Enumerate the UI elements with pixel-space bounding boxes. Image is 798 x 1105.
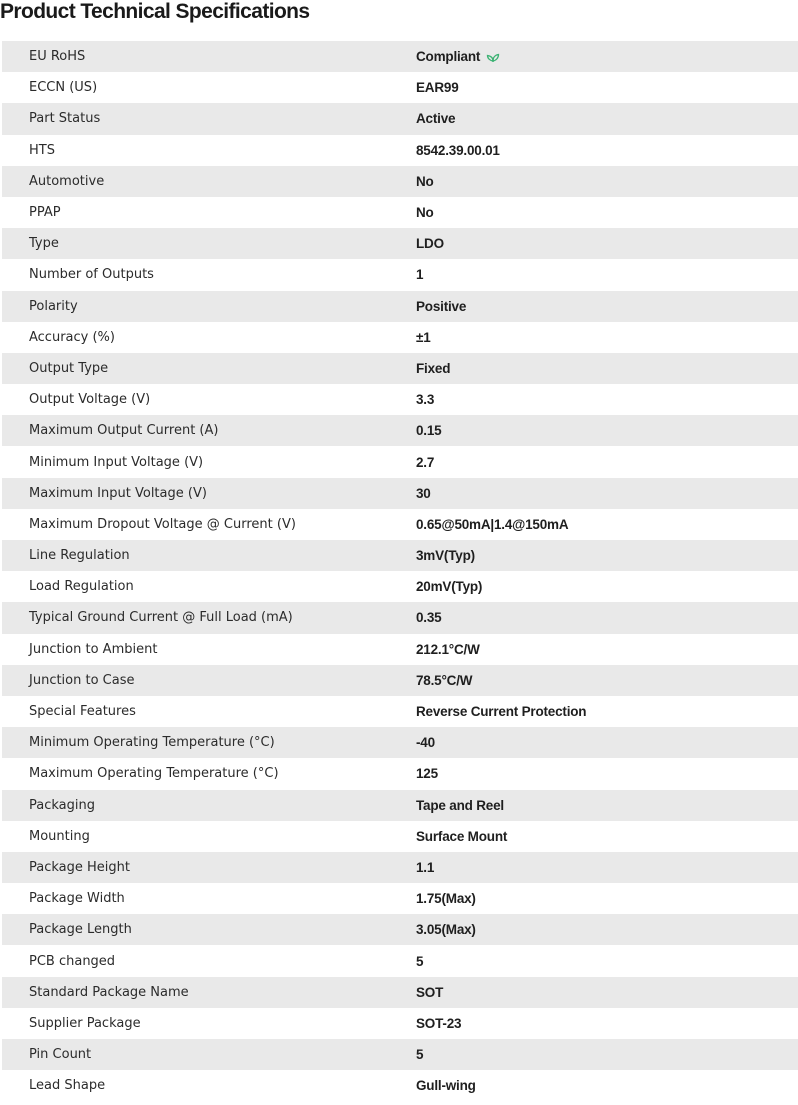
spec-label: ECCN (US)	[2, 72, 416, 103]
spec-label: Mounting	[2, 821, 416, 852]
table-row	[2, 197, 798, 228]
spec-value: Fixed	[416, 360, 451, 376]
spec-value: 125	[416, 766, 438, 782]
spec-value-cell	[416, 540, 798, 571]
spec-value-cell	[416, 727, 798, 758]
spec-value-cell	[416, 166, 798, 197]
table-row	[2, 1070, 798, 1101]
spec-value: ±1	[416, 329, 431, 345]
spec-label: Type	[2, 228, 416, 259]
spec-value-cell	[416, 228, 798, 259]
spec-value-cell	[416, 977, 798, 1008]
spec-label: Load Regulation	[2, 571, 416, 602]
spec-value-cell	[416, 72, 798, 103]
spec-label: Package Width	[2, 883, 416, 914]
table-row	[2, 72, 798, 103]
table-row	[2, 322, 798, 353]
spec-value: 78.5°C/W	[416, 672, 473, 688]
spec-value: 5	[416, 953, 424, 969]
spec-value-cell	[416, 852, 798, 883]
spec-value: EAR99	[416, 80, 459, 96]
table-row	[2, 634, 798, 665]
table-row	[2, 103, 798, 134]
table-row	[2, 478, 798, 509]
spec-label: Output Type	[2, 353, 416, 384]
spec-label: Minimum Input Voltage (V)	[2, 446, 416, 477]
spec-value: 8542.39.00.01	[416, 142, 500, 158]
spec-value: 1.75(Max)	[416, 891, 476, 907]
spec-value: Tape and Reel	[416, 797, 504, 813]
spec-value: 5	[416, 1047, 424, 1063]
spec-value-cell	[416, 1070, 798, 1101]
spec-value-cell	[416, 509, 798, 540]
spec-value: 3mV(Typ)	[416, 548, 475, 564]
spec-value: 2.7	[416, 454, 435, 470]
spec-value-cell	[416, 1008, 798, 1039]
spec-value-cell	[416, 446, 798, 477]
spec-label: Accuracy (%)	[2, 322, 416, 353]
table-row	[2, 852, 798, 883]
spec-value-cell	[416, 384, 798, 415]
table-row	[2, 914, 798, 945]
table-row	[2, 571, 798, 602]
spec-label: Number of Outputs	[2, 259, 416, 290]
spec-value-cell	[416, 353, 798, 384]
spec-value-cell	[416, 758, 798, 789]
spec-value-cell	[416, 103, 798, 134]
spec-label: Minimum Operating Temperature (°C)	[2, 727, 416, 758]
spec-value: No	[416, 205, 434, 221]
spec-value-cell	[416, 665, 798, 696]
spec-value-cell	[416, 41, 798, 72]
table-row	[2, 446, 798, 477]
spec-value: LDO	[416, 236, 444, 252]
table-row	[2, 883, 798, 914]
spec-value: SOT	[416, 984, 444, 1000]
spec-label: Typical Ground Current @ Full Load (mA)	[2, 602, 416, 633]
spec-label: Maximum Dropout Voltage @ Current (V)	[2, 509, 416, 540]
spec-label: Package Height	[2, 852, 416, 883]
spec-value-cell	[416, 1039, 798, 1070]
table-row	[2, 291, 798, 322]
spec-value-cell	[416, 571, 798, 602]
spec-value-cell	[416, 883, 798, 914]
spec-label: PCB changed	[2, 945, 416, 976]
table-row	[2, 509, 798, 540]
spec-label: Junction to Ambient	[2, 634, 416, 665]
spec-value: Gull-wing	[416, 1078, 476, 1094]
table-row	[2, 602, 798, 633]
spec-value: 1	[416, 267, 424, 283]
spec-label: Line Regulation	[2, 540, 416, 571]
spec-label: EU RoHS	[2, 41, 416, 72]
spec-label: Maximum Operating Temperature (°C)	[2, 758, 416, 789]
spec-value-cell	[416, 634, 798, 665]
table-row	[2, 1039, 798, 1070]
spec-value: SOT-23	[416, 1015, 462, 1031]
spec-value-cell	[416, 478, 798, 509]
leaf-icon	[486, 50, 500, 61]
spec-value-cell	[416, 945, 798, 976]
spec-value-cell	[416, 135, 798, 166]
table-row	[2, 821, 798, 852]
spec-value: 3.3	[416, 392, 435, 408]
spec-label: Package Length	[2, 914, 416, 945]
table-row	[2, 945, 798, 976]
spec-value: 30	[416, 485, 431, 501]
spec-value: 1.1	[416, 859, 435, 875]
spec-value: Reverse Current Protection	[416, 704, 587, 720]
spec-value: 212.1°C/W	[416, 641, 480, 657]
spec-label: HTS	[2, 135, 416, 166]
table-row	[2, 665, 798, 696]
spec-value-cell	[416, 790, 798, 821]
spec-label: Standard Package Name	[2, 977, 416, 1008]
table-row	[2, 540, 798, 571]
table-row	[2, 353, 798, 384]
spec-value-cell	[416, 322, 798, 353]
table-row	[2, 790, 798, 821]
table-row	[2, 135, 798, 166]
spec-table-body	[2, 41, 798, 1101]
spec-value: Surface Mount	[416, 828, 508, 844]
spec-value-cell	[416, 259, 798, 290]
spec-value: -40	[416, 735, 435, 751]
spec-label: Lead Shape	[2, 1070, 416, 1101]
spec-value: 0.35	[416, 610, 442, 626]
spec-value: 20mV(Typ)	[416, 579, 483, 595]
table-row	[2, 259, 798, 290]
spec-value-cell	[416, 914, 798, 945]
spec-value: 3.05(Max)	[416, 922, 476, 938]
spec-label: Junction to Case	[2, 665, 416, 696]
table-row	[2, 977, 798, 1008]
table-row	[2, 758, 798, 789]
table-row	[2, 228, 798, 259]
spec-label: PPAP	[2, 197, 416, 228]
spec-label: Maximum Input Voltage (V)	[2, 478, 416, 509]
spec-value-cell	[416, 415, 798, 446]
spec-value: No	[416, 173, 434, 189]
table-row	[2, 41, 798, 72]
spec-label: Pin Count	[2, 1039, 416, 1070]
spec-label: Supplier Package	[2, 1008, 416, 1039]
table-row	[2, 1008, 798, 1039]
spec-table	[2, 41, 798, 1101]
spec-value-cell	[416, 821, 798, 852]
spec-value: 0.15	[416, 423, 442, 439]
spec-label: Packaging	[2, 790, 416, 821]
spec-label: Polarity	[2, 291, 416, 322]
spec-label: Part Status	[2, 103, 416, 134]
table-row	[2, 727, 798, 758]
spec-value: Active	[416, 111, 456, 127]
spec-label: Special Features	[2, 696, 416, 727]
spec-value: 0.65@50mA|1.4@150mA	[416, 516, 569, 532]
spec-value-cell	[416, 291, 798, 322]
spec-label: Automotive	[2, 166, 416, 197]
spec-label: Maximum Output Current (A)	[2, 415, 416, 446]
spec-value-cell	[416, 602, 798, 633]
table-row	[2, 415, 798, 446]
spec-value-cell	[416, 197, 798, 228]
spec-value: Compliant	[416, 49, 481, 65]
table-row	[2, 166, 798, 197]
spec-value-cell	[416, 696, 798, 727]
table-row	[2, 696, 798, 727]
table-row	[2, 384, 798, 415]
spec-value: Positive	[416, 298, 467, 314]
page-title: Product Technical Specifications	[0, 0, 310, 23]
spec-label: Output Voltage (V)	[2, 384, 416, 415]
